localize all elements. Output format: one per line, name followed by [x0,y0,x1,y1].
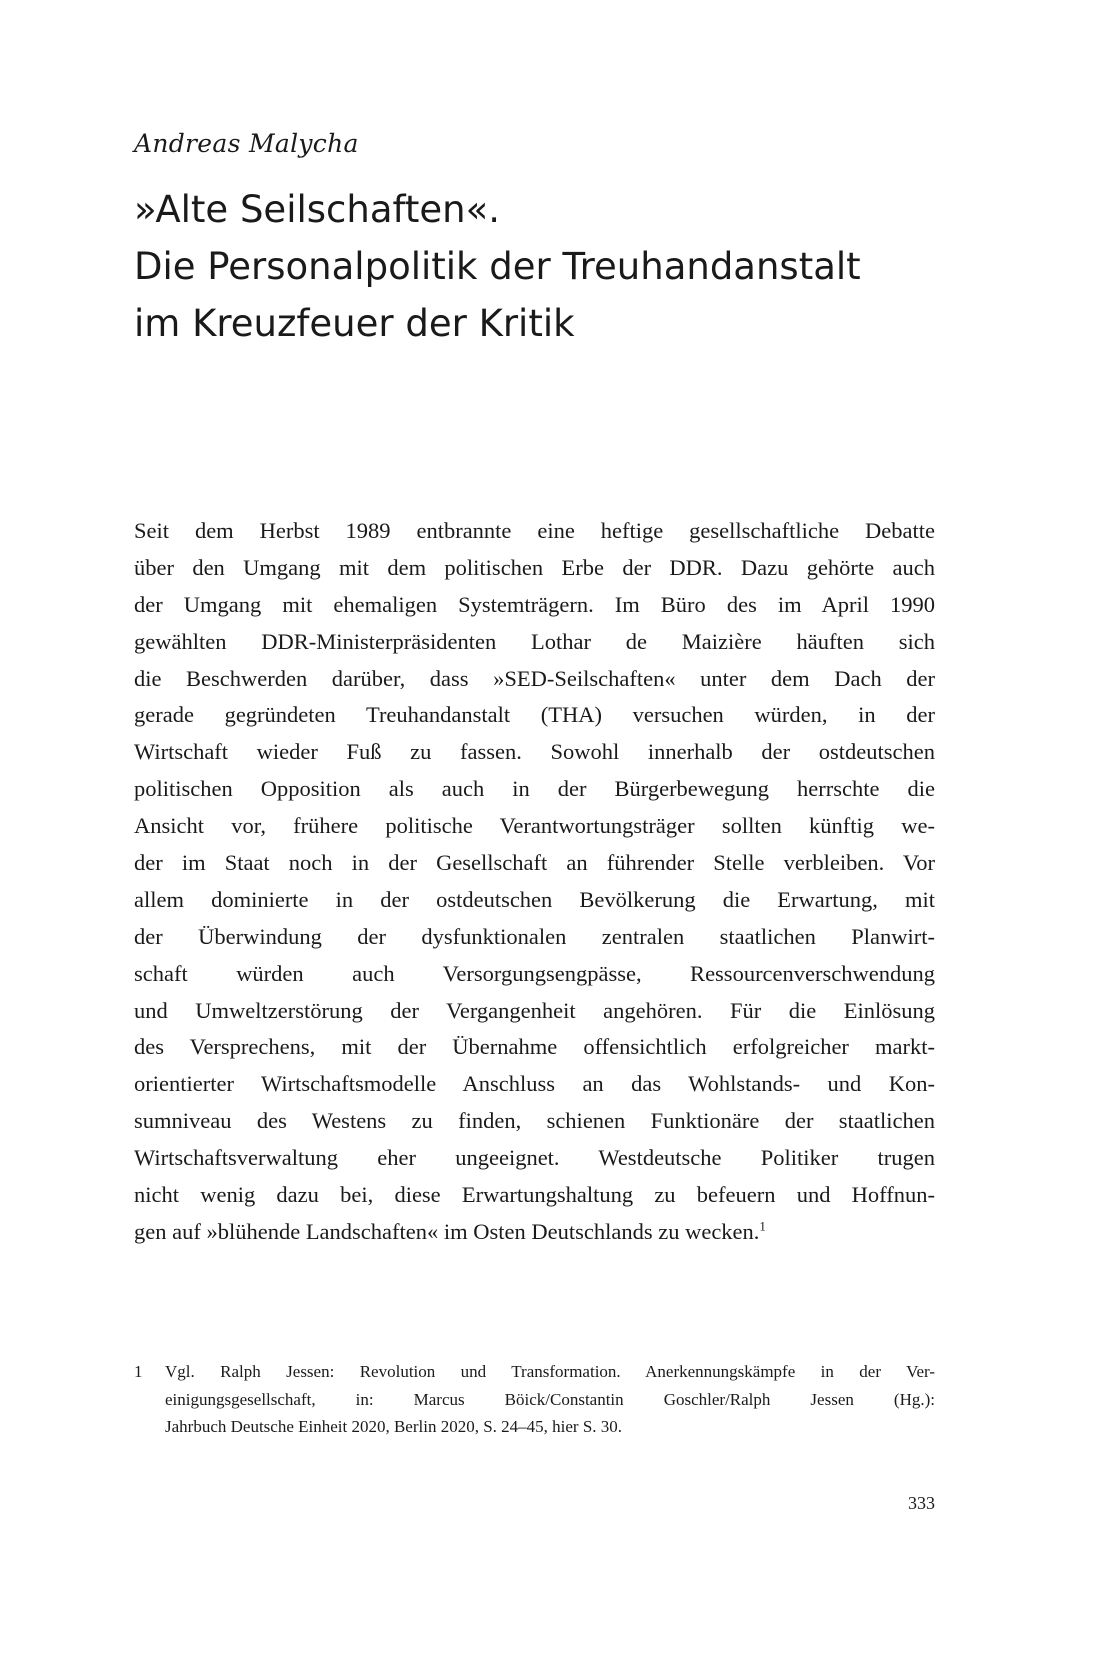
body-line [134,1214,935,1251]
body-line: gerade gegründeten Treuhandanstalt (THA) versuchen würden, in der [134,702,935,728]
footnote-number: 1 [134,1362,143,1381]
title-line: »Alte Seilschaften«. [134,188,500,231]
body-paragraph [134,513,935,1251]
author-name: Andreas Malycha [134,129,359,158]
title-line: Die Personalpolitik der Treuhandanstalt [134,245,861,288]
title-line: im Kreuzfeuer der Kritik [134,302,575,345]
footnote-text [165,1358,935,1441]
body-line: des Versprechens, mit der Übernahme offensichtlich erfolgreicher markt- [134,1034,935,1060]
footnote-line: Jahrbuch Deutsche Einheit 2020, Berlin 2020, S. 24–45, hier S. 30. [165,1417,623,1436]
body-line: orientierter Wirtschaftsmodelle Anschluss an das Wohlstands- und Kon- [134,1071,935,1097]
body-line: die Beschwerden darüber, dass »SED-Seilschaften« unter dem Dach der [134,665,935,691]
body-line: über den Umgang mit dem politischen Erbe der DDR. Dazu gehörte auch [134,554,935,580]
body-line: der Überwindung der dysfunktionalen zentralen staatlichen Planwirt- [134,923,935,949]
body-line: Seit dem Herbst 1989 entbrannte eine heftige gesellschaftliche Debatte [134,518,935,543]
body-line: allem dominierte in der ostdeutschen Bevölkerung die Erwartung, mit [134,886,935,912]
footnote-line: Vgl. Ralph Jessen: Revolution und Transformation. Anerkennungskämpfe in der Ver- [165,1362,935,1381]
body-line: Wirtschaftsverwaltung eher ungeeignet. Westdeutsche Politiker trugen [134,1145,935,1171]
page-number: 333 [908,1493,935,1513]
body-line: Ansicht vor, frühere politische Verantwortungsträger sollten künftig we- [134,813,935,839]
chapter-title [134,181,994,352]
body-line: Wirtschaft wieder Fuß zu fassen. Sowohl innerhalb der ostdeutschen [134,739,935,765]
body-line: politischen Opposition als auch in der Bürgerbewegung herrschte die [134,776,935,802]
body-line-text: gen auf »blühende Landschaften« im Osten Deutschlands zu wecken. [134,1218,760,1244]
body-line: nicht wenig dazu bei, diese Erwartungshaltung zu befeuern und Hoffnun- [134,1182,935,1208]
body-line: schaft würden auch Versorgungsengpässe, Ressourcenverschwendung [134,960,935,986]
body-line: der im Staat noch in der Gesellschaft an führender Stelle verbleiben. Vor [134,850,935,876]
body-line: der Umgang mit ehemaligen Systemträgern. Im Büro des im April 1990 [134,591,935,617]
footnote [134,1358,935,1441]
body-line: gewählten DDR-Ministerpräsidenten Lothar de Maizière häuften sich [134,628,935,654]
body-line: sumniveau des Westens zu finden, schienen Funktionäre der staatlichen [134,1108,935,1134]
body-line: und Umweltzerstörung der Vergangenheit angehören. Für die Einlösung [134,997,935,1023]
footnote-line: einigungsgesellschaft, in: Marcus Böick/Constantin Goschler/Ralph Jessen (Hg.): [165,1389,935,1409]
footnote-reference[interactable]: 1 [759,1218,766,1234]
